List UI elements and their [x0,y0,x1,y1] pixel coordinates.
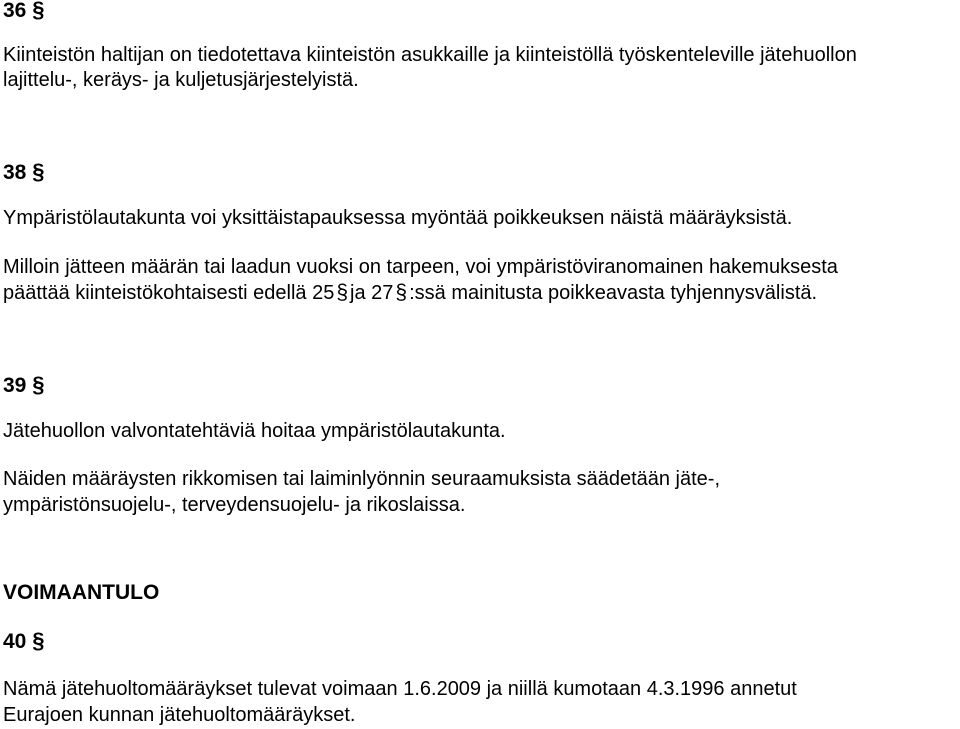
section-number: 40 [3,630,27,653]
section-40-text-line-1: Nämä jätehuoltomääräykset tulevat voimaan 1.6.2009 ja niillä kumotaan 4.3.1996 annetut [3,678,797,700]
section-symbol: § [32,159,45,184]
section-39-text-line-2: Näiden määräysten rikkomisen tai laiminlyönnin seuraamuksista säädetään jäte-, [3,468,721,490]
text-fragment: päättää kiinteistökohtaisesti edellä 25 [3,282,335,304]
section-38-heading [3,159,44,186]
section-40-text-line-2: Eurajoen kunnan jätehuoltomääräykset. [3,704,356,726]
section-number: 38 [3,161,27,184]
section-symbol: § [32,0,45,22]
section-36-heading [3,0,44,24]
section-symbol: § [336,281,349,304]
section-symbol: § [395,281,408,304]
section-38-text-line-3 [3,280,817,306]
section-symbol: § [32,372,45,397]
voimaantulo-title: VOIMAANTULO [3,581,160,604]
section-39-heading [3,372,44,399]
section-number: 39 [3,374,27,397]
section-39-text-line-3: ympäristönsuojelu-, terveydensuojelu- ja rikoslaissa. [3,494,466,516]
section-36-text-line-1: Kiinteistön haltijan on tiedotettava kiinteistön asukkaille ja kiinteistöllä työskenteleville jätehuollon [3,44,857,66]
section-38-text-line-2: Milloin jätteen määrän tai laadun vuoksi on tarpeen, voi ympäristöviranomainen hakemuksesta [3,256,838,278]
text-fragment: ja 27 [350,282,394,304]
section-39-text-line-1: Jätehuollon valvontatehtäviä hoitaa ympäristölautakunta. [3,420,506,442]
section-38-text-line-1: Ympäristölautakunta voi yksittäistapauksessa myöntää poikkeuksen näistä määräyksistä. [3,207,793,229]
section-40-heading [3,628,44,655]
text-fragment: :ssä mainitusta poikkeavasta tyhjennysvälistä. [409,282,818,304]
section-number: 36 [3,0,27,22]
section-36-text-line-2: lajittelu-, keräys- ja kuljetusjärjestelyistä. [3,69,359,91]
section-symbol: § [32,628,45,653]
